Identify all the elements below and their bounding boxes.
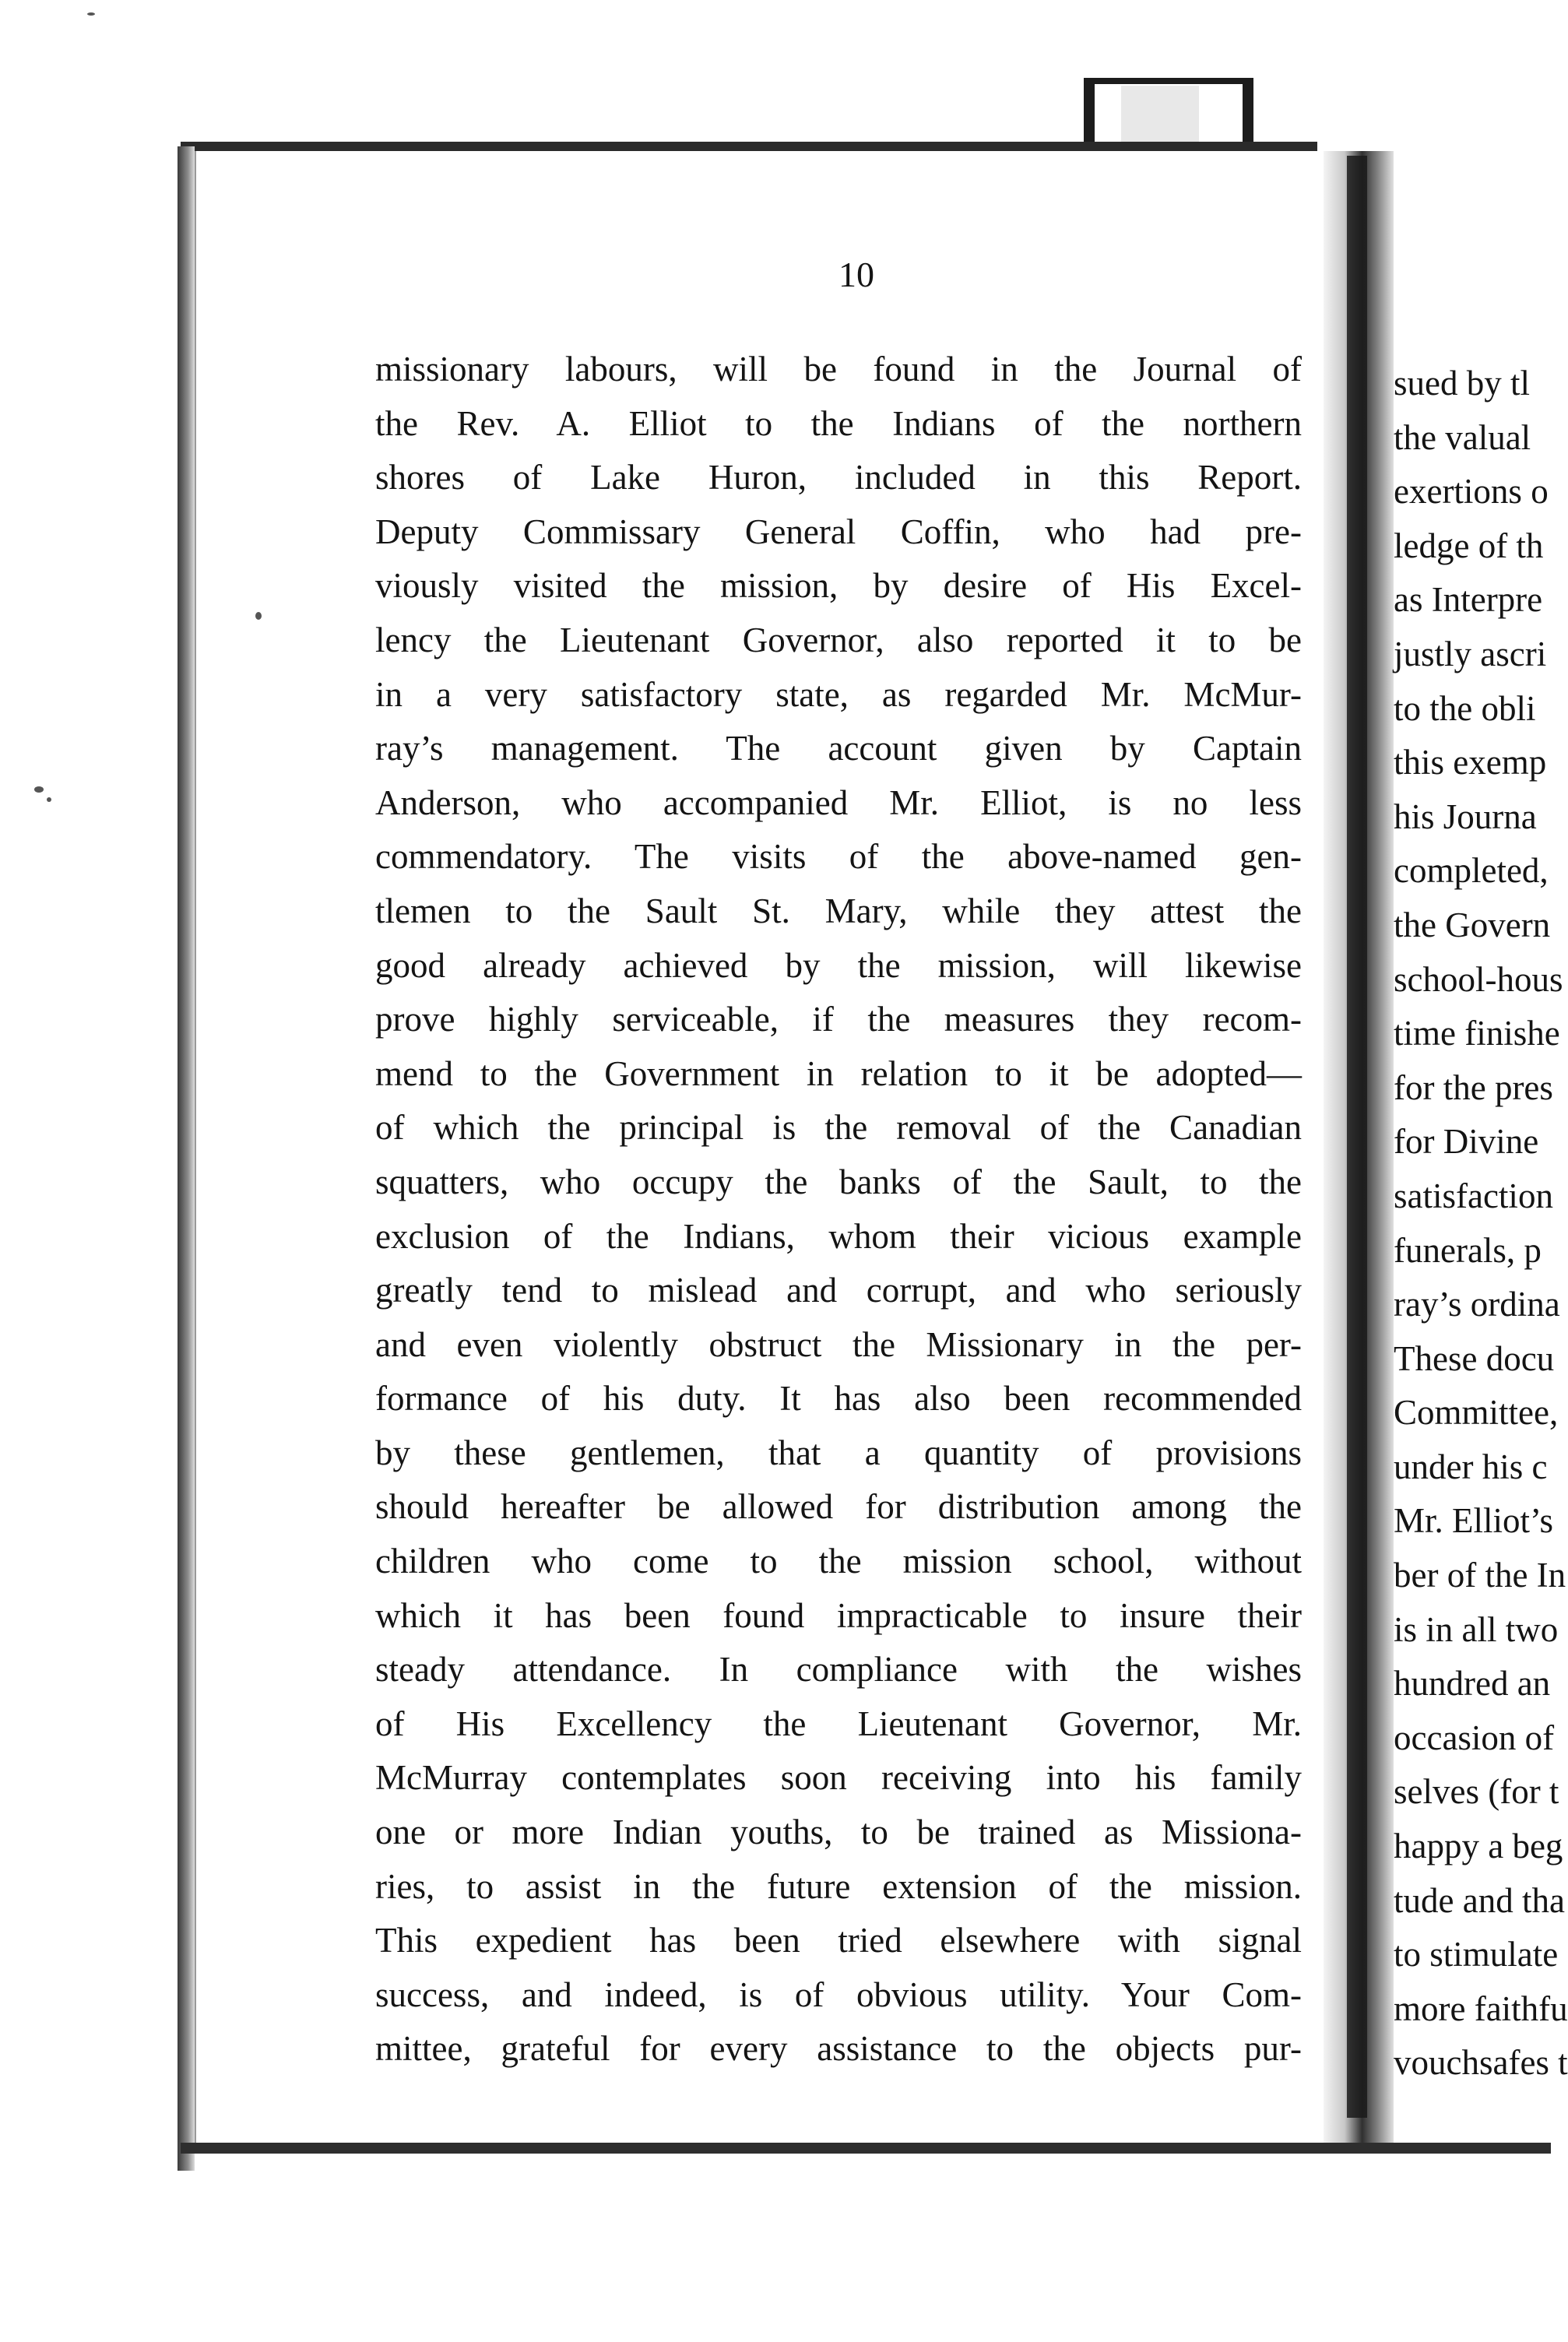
text-line: mend to the Government in relation to it be adopted— — [375, 1053, 1302, 1093]
text-line: These docu — [1394, 1338, 1555, 1378]
text-line: to stimulate — [1394, 1935, 1559, 1975]
text-line: children who come to the mission school, without — [375, 1542, 1302, 1581]
text-line: tude and tha — [1394, 1880, 1565, 1920]
text-line: Deputy Commissary General Coffin, who had pre- — [375, 512, 1302, 551]
text-line: for Divine — [1394, 1122, 1539, 1162]
text-line: McMurray contemplates soon receiving into his family — [375, 1758, 1302, 1798]
scan-speck — [47, 797, 51, 802]
text-line: This expedient has been tried elsewhere with signal — [375, 1921, 1302, 1960]
text-line: as Interpre — [1394, 580, 1543, 620]
text-line: ledge of th — [1394, 526, 1544, 565]
text-line: the Rev. A. Elliot to the Indians of the northern — [375, 403, 1302, 443]
text-line: formance of his duty. It has also been recommended — [375, 1379, 1302, 1419]
text-line: tlemen to the Sault St. Mary, while they attest the — [375, 891, 1302, 930]
text-line: this exemp — [1394, 743, 1547, 782]
text-line: sued by tl — [1394, 364, 1530, 403]
text-line: mittee, grateful for every assistance to the objects pur- — [375, 2029, 1302, 2069]
text-line: for the pres — [1394, 1067, 1553, 1107]
text-line: his Journa — [1394, 796, 1537, 836]
text-line: of His Excellency the Lieutenant Governor, Mr. — [375, 1704, 1302, 1743]
text-line: happy a beg — [1394, 1827, 1563, 1866]
book-top-edge — [181, 142, 1317, 151]
text-line: greatly tend to mislead and corrupt, and who seriously — [375, 1271, 1302, 1310]
text-line: of which the principal is the removal of the Canadian — [375, 1108, 1302, 1148]
left-page-body-text — [375, 343, 1302, 2077]
book-left-edge-shadow — [178, 146, 195, 2171]
text-line: and even violently obstruct the Missionary in the per- — [375, 1324, 1302, 1364]
text-line: the Govern — [1394, 905, 1551, 944]
text-line: steady attendance. In compliance with the wishes — [375, 1650, 1302, 1690]
text-line: under his c — [1394, 1447, 1548, 1486]
text-line: good already achieved by the mission, will likewise — [375, 945, 1302, 985]
text-line: the valual — [1394, 417, 1531, 457]
page-tab-inner — [1121, 86, 1199, 148]
text-line: Anderson, who accompanied Mr. Elliot, is no less — [375, 782, 1302, 822]
text-line: exertions o — [1394, 472, 1549, 512]
text-line: lency the Lieutenant Governor, also reported it to be — [375, 620, 1302, 659]
text-line: exclusion of the Indians, whom their vicious example — [375, 1216, 1302, 1256]
text-line: shores of Lake Huron, included in this Report. — [375, 458, 1302, 498]
text-line: more faithfu — [1394, 1989, 1568, 2028]
text-line: commendatory. The visits of the above-named gen- — [375, 837, 1302, 877]
text-line: one or more Indian youths, to be trained as Missiona- — [375, 1813, 1302, 1852]
text-line: viously visited the mission, by desire of His Excel- — [375, 566, 1302, 606]
text-line: completed, — [1394, 851, 1549, 891]
scan-speck — [87, 12, 95, 16]
text-line: ber of the In — [1394, 1556, 1566, 1595]
text-line: prove highly serviceable, if the measures they recom- — [375, 1000, 1302, 1039]
text-line: which it has been found impracticable to insure their — [375, 1595, 1302, 1635]
text-line: ries, to assist in the future extension of the mission. — [375, 1866, 1302, 1906]
text-line: justly ascri — [1394, 634, 1547, 673]
text-line: missionary labours, will be found in the Journal of — [375, 350, 1302, 389]
text-line: by these gentlemen, that a quantity of provisions — [375, 1433, 1302, 1472]
text-line: hundred an — [1394, 1664, 1551, 1704]
right-page-body-text — [1394, 357, 1568, 2091]
text-line: is in all two — [1394, 1609, 1559, 1649]
book-spine-shadow — [1347, 156, 1367, 2118]
text-line: time finishe — [1394, 1014, 1560, 1053]
scan-speck — [34, 786, 44, 793]
page-number: 10 — [838, 255, 874, 294]
text-line: ray’s management. The account given by Captain — [375, 729, 1302, 768]
text-line: funerals, p — [1394, 1230, 1542, 1270]
text-line: vouchsafes t — [1394, 2043, 1568, 2083]
book-bottom-edge — [181, 2143, 1551, 2154]
text-line: selves (for t — [1394, 1772, 1559, 1812]
text-line: should hereafter be allowed for distribution among the — [375, 1487, 1302, 1527]
text-line: occasion of — [1394, 1718, 1555, 1757]
scan-speck — [255, 612, 262, 620]
text-line: ray’s ordina — [1394, 1285, 1560, 1324]
text-line: Committee, — [1394, 1393, 1559, 1433]
text-line: school-hous — [1394, 959, 1563, 999]
text-line: to the obli — [1394, 688, 1536, 728]
text-line: success, and indeed, is of obvious utility. Your Com- — [375, 1975, 1302, 2014]
text-line: in a very satisfactory state, as regarded Mr. McMur- — [375, 674, 1302, 714]
text-line: squatters, who occupy the banks of the Sault, to the — [375, 1162, 1302, 1201]
text-line: Mr. Elliot’s — [1394, 1501, 1554, 1541]
text-line: satisfaction — [1394, 1176, 1553, 1215]
